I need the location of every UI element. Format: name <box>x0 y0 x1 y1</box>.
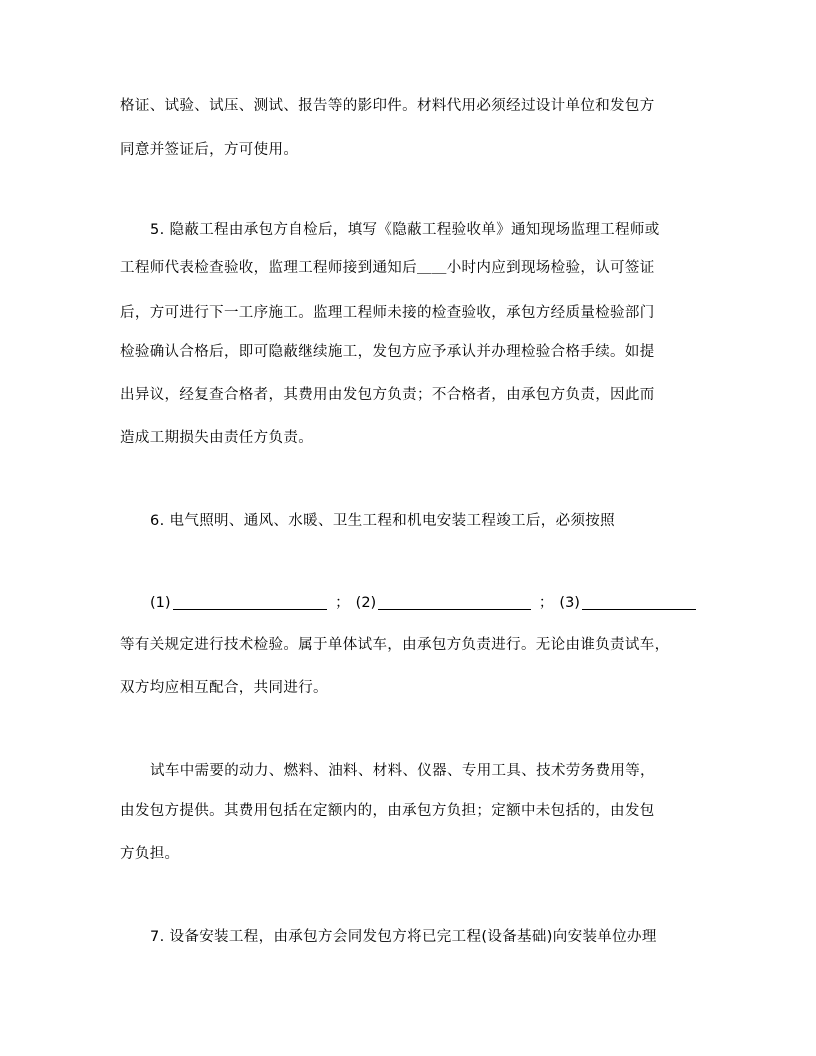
paragraph-line: 后，方可进行下一工序施工。监理工程师未接的检查验收，承包方经质量检验部门 <box>120 305 655 321</box>
blank-separator: ； <box>538 595 554 611</box>
paragraph-line: 检验确认合格后，即可隐蔽继续施工，发包方应予承认并办理检验合格手续。如提 <box>120 344 655 360</box>
paragraph-line: 同意并签证后，方可使用。 <box>120 142 299 158</box>
paragraph-line: 造成工期损失由责任方负责。 <box>120 430 314 446</box>
paragraph-line: 试车中需要的动力、燃料、油料、材料、仪器、专用工具、技术劳务费用等， <box>150 763 655 779</box>
paragraph-line: 出异议，经复查合格者，其费用由发包方负责；不合格者，由承包方负责，因此而 <box>120 387 655 403</box>
fill-in-blank-2[interactable] <box>378 595 531 610</box>
paragraph-line: 等有关规定进行技术检验。属于单体试车，由承包方负责进行。无论由谁负责试车， <box>120 637 670 653</box>
paragraph-line: 6. 电气照明、通风、水暖、卫生工程和机电安装工程竣工后，必须按照 <box>150 513 615 529</box>
paragraph-line: 方负担。 <box>120 846 180 862</box>
fill-in-blanks-row <box>150 593 698 613</box>
blank-label-3: (3) <box>559 595 580 611</box>
blank-label-1: (1) <box>150 595 171 611</box>
blank-separator: ； <box>335 595 350 611</box>
paragraph-line: 由发包方提供。其费用包括在定额内的，由承包方负担；定额中未包括的，由发包 <box>120 803 655 819</box>
paragraph-line: 双方均应相互配合，共同进行。 <box>120 680 328 696</box>
blank-label-2: (2) <box>355 595 377 611</box>
paragraph-line: 格证、试验、试压、测试、报告等的影印件。材料代用必须经过设计单位和发包方 <box>120 98 655 114</box>
paragraph-line: 工程师代表检查验收，监理工程师接到通知后＿＿小时内应到现场检验，认可签证 <box>120 260 655 276</box>
fill-in-blank-1[interactable] <box>173 595 328 610</box>
paragraph-line: 7. 设备安装工程，由承包方会同发包方将已完工程(设备基础)向安装单位办理 <box>150 929 657 945</box>
fill-in-blank-3[interactable] <box>582 595 696 610</box>
paragraph-line: 5. 隐蔽工程由承包方自检后，填写《隐蔽工程验收单》通知现场监理工程师或 <box>150 222 660 238</box>
